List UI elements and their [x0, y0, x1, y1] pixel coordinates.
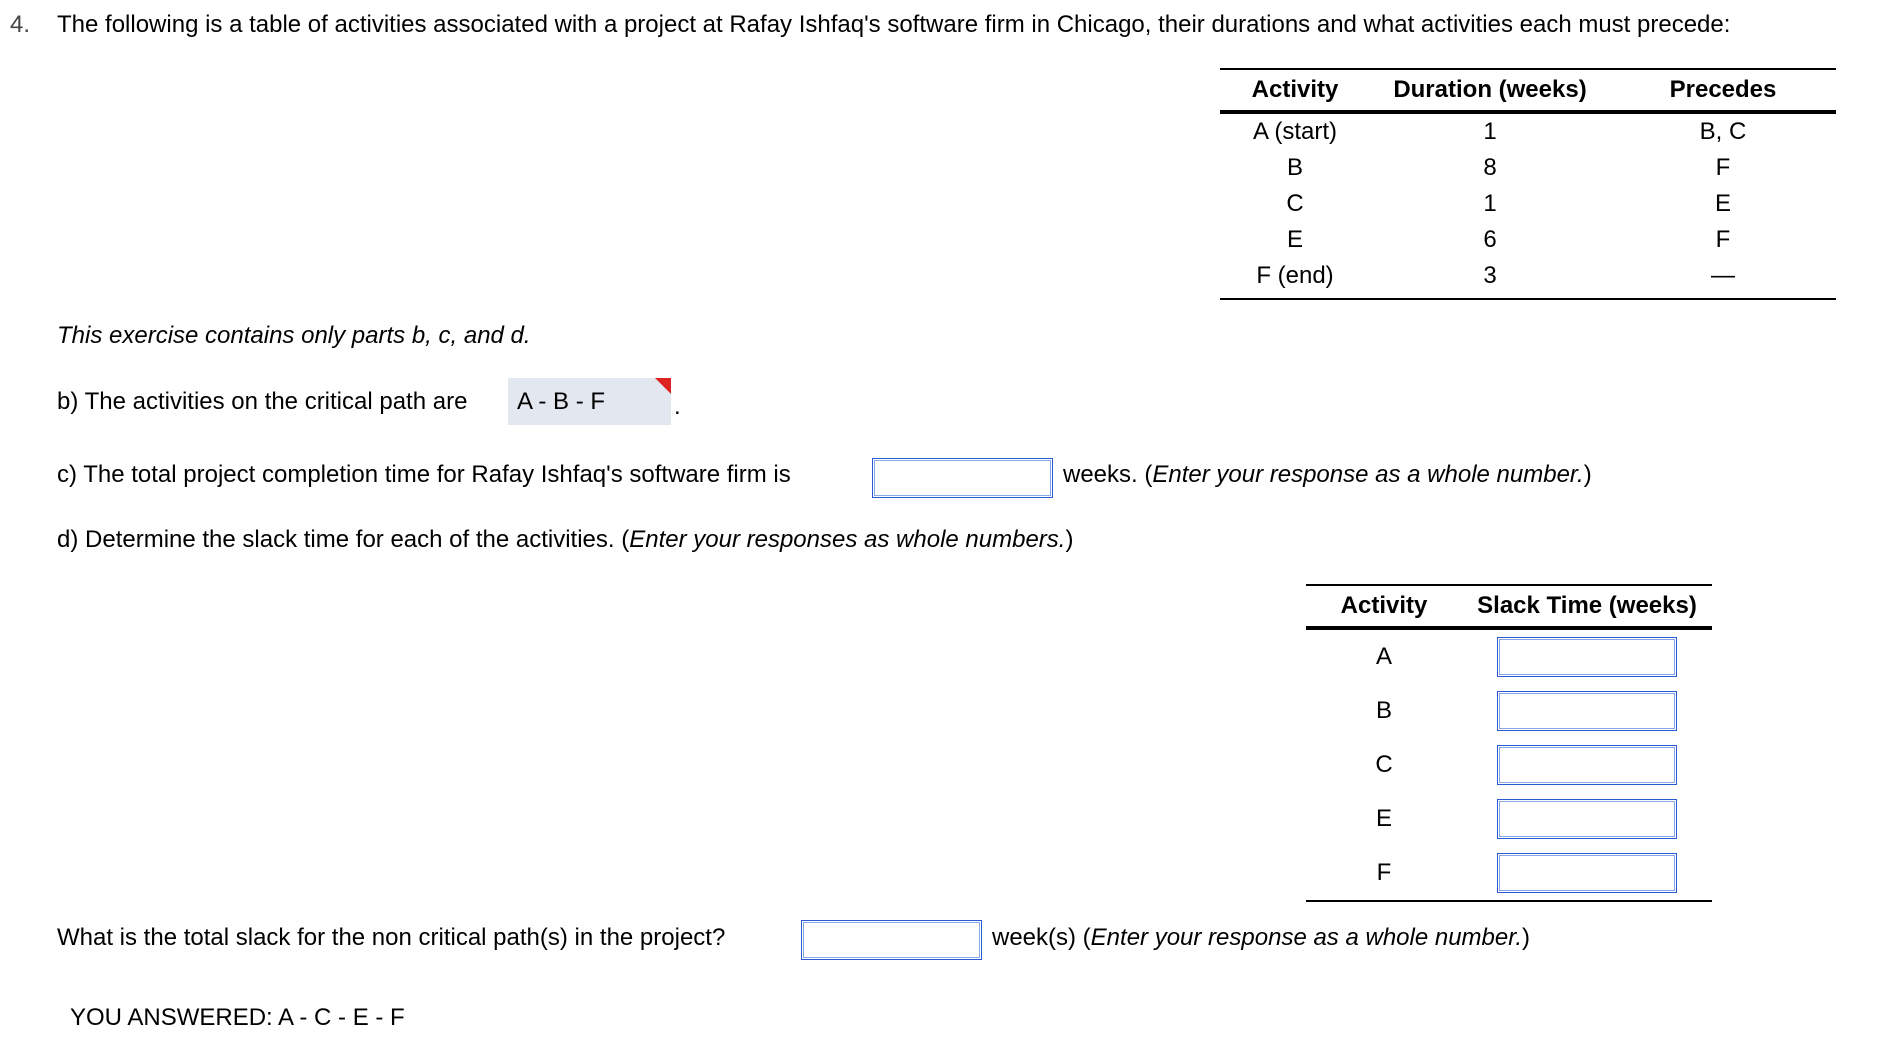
part-d-close: ) [1065, 526, 1074, 553]
question-number: 4. [10, 11, 31, 38]
part-c-units: weeks. ( [1063, 461, 1153, 488]
part-c-instruction [1063, 460, 1592, 490]
total-slack-hint: Enter your response as a whole number. [1090, 924, 1523, 951]
critical-path-answer-select[interactable] [508, 378, 671, 425]
duration-cell: 1 [1483, 118, 1497, 145]
part-c-close: ) [1583, 461, 1592, 488]
precedes-cell: E [1714, 190, 1731, 217]
table-row [1220, 222, 1836, 258]
table-row [1306, 792, 1712, 846]
slack-table-header-row [1306, 585, 1712, 628]
total-slack-instruction [992, 923, 1530, 953]
activity-cell: E [1286, 226, 1303, 253]
part-d-text: d) Determine the slack time for each of the activities. ( [57, 526, 630, 553]
duration-cell: 6 [1483, 226, 1497, 253]
slack-activity-label: F [1376, 859, 1392, 886]
activity-cell: B [1286, 154, 1303, 181]
part-b-period: . [674, 393, 681, 420]
table-row [1220, 112, 1836, 150]
incorrect-flag-icon [655, 378, 671, 394]
header-slack-time: Slack Time (weeks) [1477, 592, 1697, 619]
table-row [1306, 846, 1712, 901]
activity-table-header-row [1220, 69, 1836, 112]
total-slack-prompt: What is the total slack for the non critical path(s) in the project? [57, 924, 726, 951]
table-row [1306, 628, 1712, 684]
slack-input-f[interactable] [1497, 853, 1677, 893]
question-text: The following is a table of activities associated with a project at Rafay Ishfaq's software firm in Chicago, their durations and what activities each must precede: [57, 11, 1731, 38]
duration-cell: 8 [1483, 154, 1497, 181]
part-b-prompt: b) The activities on the critical path are [57, 388, 468, 415]
table-row [1220, 150, 1836, 186]
total-slack-units: week(s) ( [992, 924, 1091, 951]
slack-input-b[interactable] [1497, 691, 1677, 731]
exercise-note: This exercise contains only parts b, c, and d. [57, 322, 531, 349]
precedes-cell: — [1711, 262, 1735, 289]
table-row [1306, 738, 1712, 792]
duration-cell: 3 [1483, 262, 1497, 289]
duration-cell: 1 [1483, 190, 1497, 217]
completion-time-input[interactable] [872, 458, 1053, 498]
slack-activity-label: A [1375, 643, 1392, 670]
header-activity: Activity [1251, 76, 1339, 103]
slack-activity-label: B [1375, 697, 1392, 724]
critical-path-answer-value: A - B - F [517, 388, 606, 415]
you-answered-feedback: YOU ANSWERED: A - C - E - F [70, 1004, 405, 1031]
activity-table [1220, 68, 1836, 300]
precedes-cell: F [1715, 226, 1731, 253]
precedes-cell: F [1715, 154, 1731, 181]
table-row [1220, 186, 1836, 222]
total-slack-input[interactable] [801, 920, 982, 960]
part-d-prompt [57, 525, 1073, 555]
activity-cell: A (start) [1252, 118, 1337, 145]
part-d-hint: Enter your responses as whole numbers. [629, 526, 1066, 553]
slack-activity-label: E [1375, 805, 1392, 832]
header-activity: Activity [1340, 592, 1428, 619]
total-slack-close: ) [1522, 924, 1531, 951]
slack-activity-label: C [1375, 751, 1393, 778]
activity-cell: C [1286, 190, 1304, 217]
table-row [1306, 684, 1712, 738]
slack-input-c[interactable] [1497, 745, 1677, 785]
activity-cell: F (end) [1256, 262, 1334, 289]
table-row [1220, 258, 1836, 299]
header-duration: Duration (weeks) [1393, 76, 1587, 103]
part-c-prompt: c) The total project completion time for Rafay Ishfaq's software firm is [57, 461, 791, 488]
slack-input-e[interactable] [1497, 799, 1677, 839]
slack-input-a[interactable] [1497, 637, 1677, 677]
header-precedes: Precedes [1669, 76, 1777, 103]
precedes-cell: B, C [1699, 118, 1747, 145]
part-c-hint: Enter your response as a whole number. [1152, 461, 1584, 488]
slack-table [1306, 584, 1712, 902]
